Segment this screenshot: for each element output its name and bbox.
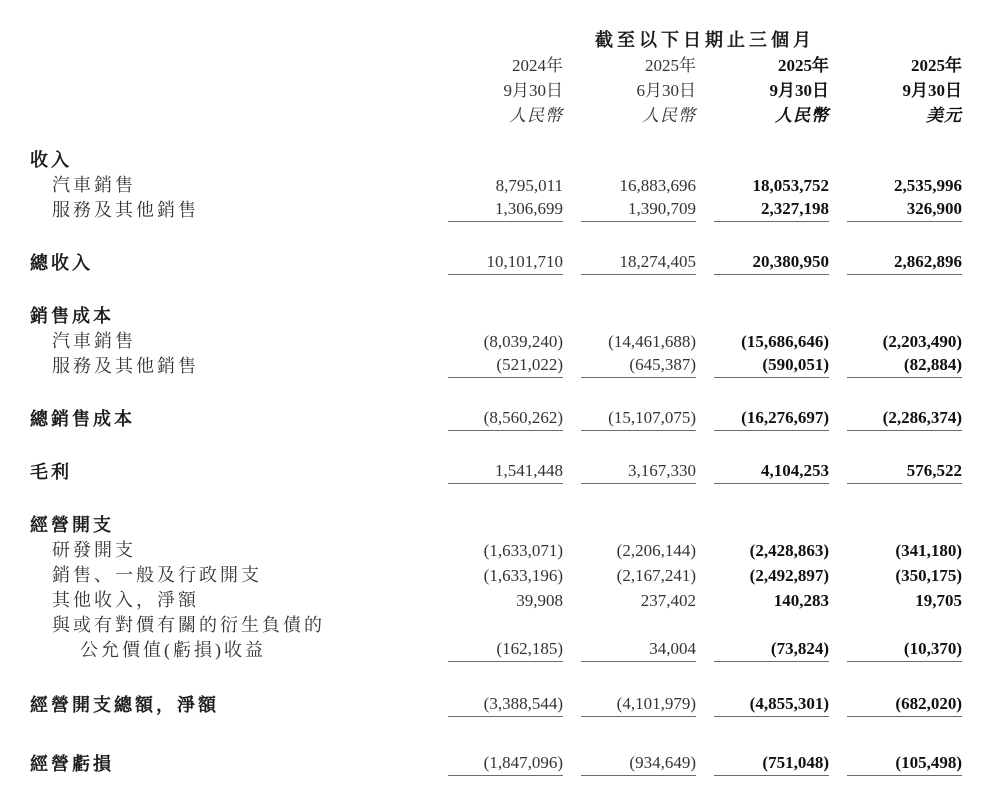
value-cell: (162,185) xyxy=(448,638,563,662)
table-body xyxy=(30,148,962,777)
value-cell: 2,327,198 xyxy=(714,198,829,222)
value-cell xyxy=(581,304,696,329)
table-row xyxy=(30,538,962,563)
value-cell: (10,370) xyxy=(847,638,962,662)
column-date: 6月30日 xyxy=(636,81,696,100)
value-cell: (751,048) xyxy=(714,752,829,776)
value-cell: 18,274,405 xyxy=(581,251,696,275)
row-label: 公允價值(虧損)收益 xyxy=(80,640,266,660)
value-cell: 8,795,011 xyxy=(495,176,563,195)
value-cell: 3,167,330 xyxy=(581,460,696,484)
row-label: 與或有對價有關的衍生負債的 xyxy=(52,615,325,635)
column-year: 2025年 xyxy=(778,56,829,75)
table-row xyxy=(30,407,962,432)
column-date: 9月30日 xyxy=(503,81,563,100)
row-label: 收入 xyxy=(30,150,72,170)
value-cell: (16,276,697) xyxy=(714,407,829,431)
table-row xyxy=(30,173,962,198)
header-spacer xyxy=(30,28,430,53)
table-row xyxy=(30,752,962,777)
value-cell: 4,104,253 xyxy=(714,460,829,484)
row-label: 銷售、一般及行政開支 xyxy=(52,565,262,585)
value-cell: 20,380,950 xyxy=(714,251,829,275)
value-cell: (2,167,241) xyxy=(616,566,696,585)
period-title: 截至以下日期止三個月 xyxy=(595,30,815,50)
column-year: 2025年 xyxy=(911,56,962,75)
value-cell xyxy=(847,304,962,329)
column-date: 9月30日 xyxy=(902,81,962,100)
table-row xyxy=(30,613,962,638)
value-cell xyxy=(448,304,563,329)
value-cell: (8,560,262) xyxy=(448,407,563,431)
row-label: 經營開支 xyxy=(30,515,114,535)
header-spacer xyxy=(30,53,430,78)
value-cell: (4,101,979) xyxy=(581,693,696,717)
value-cell xyxy=(581,513,696,538)
value-cell: (521,022) xyxy=(448,354,563,378)
column-currency: 美元 xyxy=(926,106,962,125)
value-cell: 1,306,699 xyxy=(448,198,563,222)
row-label: 汽車銷售 xyxy=(52,175,136,195)
table-row xyxy=(30,693,962,718)
value-cell xyxy=(847,613,962,638)
value-cell: 18,053,752 xyxy=(752,176,829,195)
value-cell xyxy=(714,613,829,638)
header-spacer xyxy=(30,103,430,128)
value-cell: 34,004 xyxy=(581,638,696,662)
value-cell: (2,286,374) xyxy=(847,407,962,431)
value-cell: (1,847,096) xyxy=(448,752,563,776)
table-row xyxy=(30,198,962,223)
value-cell: (15,686,646) xyxy=(741,332,829,351)
value-cell: (105,498) xyxy=(847,752,962,776)
value-cell: (350,175) xyxy=(895,566,962,585)
value-cell: (15,107,075) xyxy=(581,407,696,431)
value-cell: (3,388,544) xyxy=(448,693,563,717)
value-cell: (1,633,071) xyxy=(483,541,563,560)
value-cell: 39,908 xyxy=(516,591,563,610)
value-cell xyxy=(714,513,829,538)
row-label: 研發開支 xyxy=(52,540,136,560)
value-cell: 10,101,710 xyxy=(448,251,563,275)
row-label: 總銷售成本 xyxy=(30,409,135,429)
table-row xyxy=(30,638,962,663)
table-row xyxy=(30,148,962,173)
value-cell: (934,649) xyxy=(581,752,696,776)
value-cell xyxy=(581,613,696,638)
value-cell: (2,428,863) xyxy=(749,541,829,560)
header-spacer xyxy=(30,78,430,103)
row-label: 經營開支總額，淨額 xyxy=(30,695,219,715)
value-cell xyxy=(581,148,696,173)
value-cell: 19,705 xyxy=(915,591,962,610)
column-currency: 人民幣 xyxy=(775,106,829,125)
value-cell xyxy=(714,148,829,173)
value-cell: (2,203,490) xyxy=(882,332,962,351)
row-label: 毛利 xyxy=(30,462,72,482)
value-cell xyxy=(448,613,563,638)
row-label: 其他收入，淨額 xyxy=(52,590,199,610)
table-row xyxy=(30,329,962,354)
value-cell: 237,402 xyxy=(640,591,696,610)
value-cell: (2,206,144) xyxy=(616,541,696,560)
row-label: 服務及其他銷售 xyxy=(52,356,199,376)
value-cell: (73,824) xyxy=(714,638,829,662)
value-cell: 140,283 xyxy=(773,591,829,610)
value-cell: (645,387) xyxy=(581,354,696,378)
value-cell: (590,051) xyxy=(714,354,829,378)
value-cell: 2,862,896 xyxy=(847,251,962,275)
value-cell: (2,492,897) xyxy=(749,566,829,585)
value-cell: (341,180) xyxy=(895,541,962,560)
value-cell: (82,884) xyxy=(847,354,962,378)
value-cell: (14,461,688) xyxy=(608,332,696,351)
table-row xyxy=(30,588,962,613)
table-row xyxy=(30,251,962,276)
value-cell xyxy=(714,304,829,329)
column-currency: 人民幣 xyxy=(642,106,696,125)
value-cell xyxy=(448,148,563,173)
value-cell: 1,541,448 xyxy=(448,460,563,484)
column-date: 9月30日 xyxy=(769,81,829,100)
column-year: 2025年 xyxy=(645,56,696,75)
value-cell xyxy=(448,513,563,538)
value-cell: 2,535,996 xyxy=(894,176,962,195)
value-cell: (8,039,240) xyxy=(483,332,563,351)
row-label: 服務及其他銷售 xyxy=(52,200,199,220)
column-year: 2024年 xyxy=(512,56,563,75)
value-cell: 326,900 xyxy=(847,198,962,222)
value-cell: (4,855,301) xyxy=(714,693,829,717)
value-cell: (682,020) xyxy=(847,693,962,717)
column-currency: 人民幣 xyxy=(509,106,563,125)
value-cell xyxy=(847,148,962,173)
table-row xyxy=(30,513,962,538)
table-header xyxy=(30,28,962,128)
row-label: 經營虧損 xyxy=(30,754,114,774)
row-label: 汽車銷售 xyxy=(52,331,136,351)
table-row xyxy=(30,563,962,588)
value-cell: 576,522 xyxy=(847,460,962,484)
table-row xyxy=(30,460,962,485)
row-label: 總收入 xyxy=(30,253,93,273)
value-cell: (1,633,196) xyxy=(483,566,563,585)
value-cell: 16,883,696 xyxy=(619,176,696,195)
row-label: 銷售成本 xyxy=(30,306,114,326)
value-cell: 1,390,709 xyxy=(581,198,696,222)
table-row xyxy=(30,354,962,379)
table-row xyxy=(30,304,962,329)
value-cell xyxy=(847,513,962,538)
